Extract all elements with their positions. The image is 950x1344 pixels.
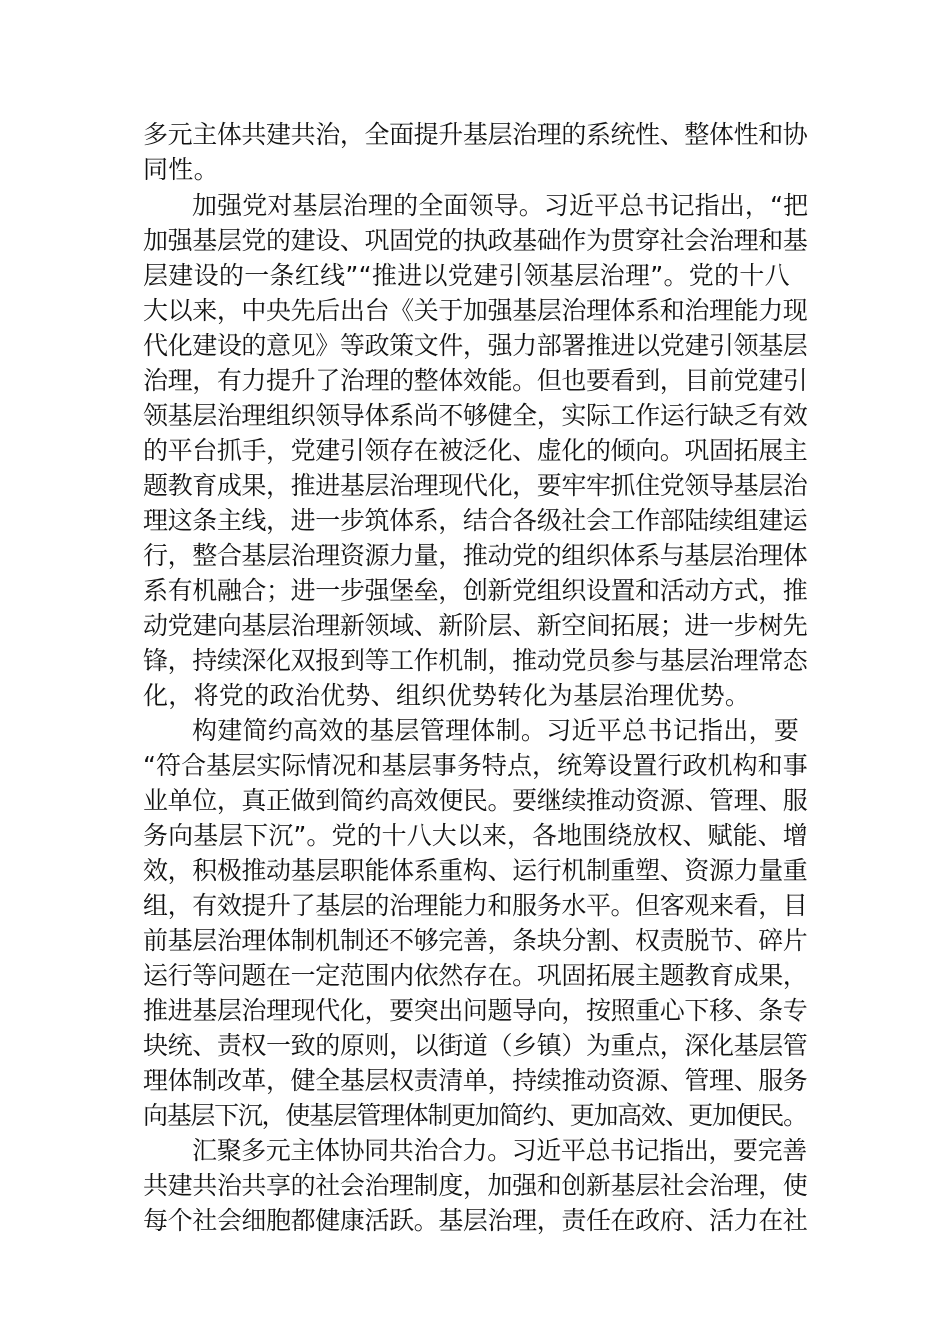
text-line: 前基层治理体制机制还不够完善，条块分割、权责脱节、碎片	[143, 926, 808, 955]
text-line: 层建设的一条红线”“推进以党建引领基层治理”。党的十八	[143, 261, 790, 290]
text-line: 代化建设的意见》等政策文件，强力部署推进以党建引领基层	[143, 331, 808, 360]
text-line: 每个社会细胞都健康活跃。基层治理，责任在政府、活力在社	[143, 1206, 808, 1235]
text-line: 理这条主线，进一步筑体系，结合各级社会工作部陆续组建运	[143, 506, 808, 535]
text-line: 块统、责权一致的原则，以街道（乡镇）为重点，深化基层管	[143, 1031, 808, 1060]
text-line: 大以来，中央先后出台《关于加强基层治理体系和治理能力现	[143, 296, 808, 325]
text-line: 的平台抓手，党建引领存在被泛化、虚化的倾向。巩固拓展主	[143, 436, 808, 465]
text-line: 领基层治理组织领导体系尚不够健全，实际工作运行缺乏有效	[143, 401, 808, 430]
text-line: 锋，持续深化双报到等工作机制，推动党员参与基层治理常态	[143, 646, 808, 675]
text-line: 系有机融合；进一步强堡垒，创新党组织设置和活动方式，推	[143, 576, 808, 605]
text-line: 共建共治共享的社会治理制度，加强和创新基层社会治理，使	[143, 1171, 808, 1200]
text-line: 加强基层党的建设、巩固党的执政基础作为贯穿社会治理和基	[143, 226, 808, 255]
text-line: 治理，有力提升了治理的整体效能。但也要看到，目前党建引	[143, 366, 808, 395]
text-line: 多元主体共建共治，全面提升基层治理的系统性、整体性和协	[143, 120, 808, 149]
text-line: 同性。	[143, 155, 219, 184]
text-line: 向基层下沉，使基层管理体制更加简约、更加高效、更加便民。	[143, 1101, 807, 1130]
text-line: 行，整合基层治理资源力量，推动党的组织体系与基层治理体	[143, 541, 808, 570]
text-line: 化，将党的政治优势、组织优势转化为基层治理优势。	[143, 681, 751, 710]
text-line: 推进基层治理现代化，要突出问题导向，按照重心下移、条专	[143, 996, 808, 1025]
text-line: 理体制改革，健全基层权责清单，持续推动资源、管理、服务	[143, 1066, 808, 1095]
paragraph-start-line: 汇聚多元主体协同共治合力。习近平总书记指出，要完善	[192, 1136, 807, 1165]
text-line: 动党建向基层治理新领域、新阶层、新空间拓展；进一步树先	[143, 611, 808, 640]
paragraph-start-line: 加强党对基层治理的全面领导。习近平总书记指出，“把	[192, 191, 809, 220]
text-line: “符合基层实际情况和基层事务特点，统筹设置行政机构和事	[143, 751, 808, 780]
text-line: 运行等问题在一定范围内依然存在。巩固拓展主题教育成果，	[143, 961, 808, 990]
text-line: 题教育成果，推进基层治理现代化，要牢牢抓住党领导基层治	[143, 471, 808, 500]
text-line: 务向基层下沉”。党的十八大以来，各地围绕放权、赋能、增	[143, 821, 808, 850]
text-line: 效，积极推动基层职能体系重构、运行机制重塑、资源力量重	[143, 856, 808, 885]
text-line: 业单位，真正做到简约高效便民。要继续推动资源、管理、服	[143, 786, 808, 815]
text-line: 组，有效提升了基层的治理能力和服务水平。但客观来看，目	[143, 891, 808, 920]
paragraph-start-line: 构建简约高效的基层管理体制。习近平总书记指出，要	[192, 716, 800, 745]
